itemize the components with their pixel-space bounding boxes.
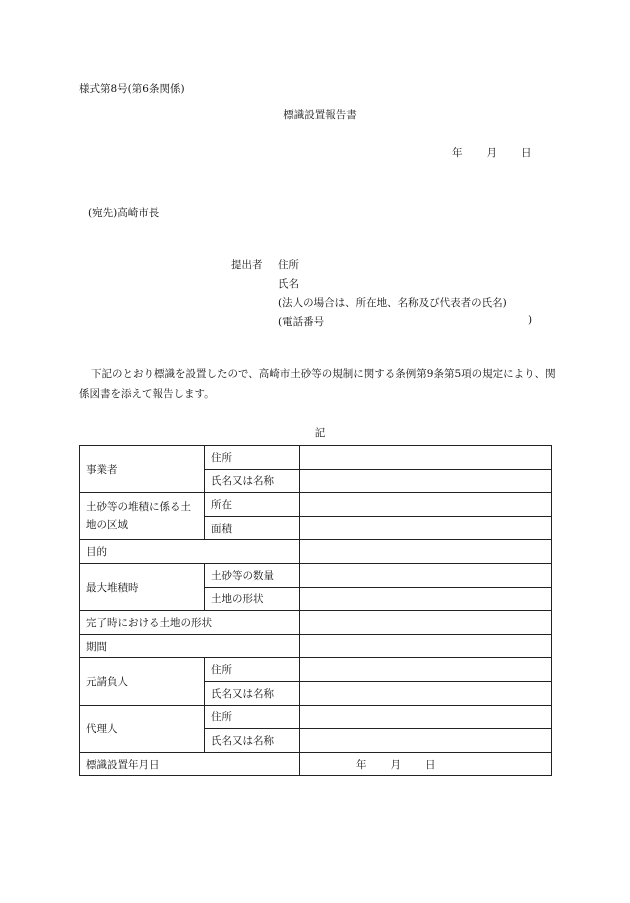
soil-quantity-value[interactable] [300, 563, 552, 587]
prime-contractor-address-value[interactable] [300, 658, 552, 682]
submitter-name-label: 氏名 [278, 278, 299, 290]
submitter-phone-close: ) [528, 314, 533, 326]
max-pile-label: 最大堆積時 [80, 563, 205, 610]
document-title: 標識設置報告書 [283, 109, 357, 121]
body-text [79, 364, 559, 404]
land-area-size-label: 面積 [205, 516, 300, 540]
operator-label: 事業者 [80, 446, 205, 493]
land-area-label: 土砂等の堆積に係る土地の区域 [80, 493, 205, 540]
agent-address-value[interactable] [300, 705, 552, 729]
date-month: 月 [486, 147, 497, 159]
sign-date-value[interactable] [300, 752, 552, 776]
prime-contractor-label: 元請負人 [80, 658, 205, 705]
sign-date-year: 年 [356, 758, 367, 771]
report-date [452, 145, 532, 160]
ki-heading: 記 [314, 427, 326, 439]
land-area-size-value[interactable] [300, 516, 552, 540]
prime-contractor-address-label: 住所 [205, 658, 300, 682]
period-label: 期間 [80, 634, 300, 658]
sign-date-day: 日 [425, 758, 436, 771]
land-shape-label: 土地の形状 [205, 587, 300, 611]
agent-name-label: 氏名又は名称 [205, 729, 300, 753]
operator-name-value[interactable] [300, 469, 552, 493]
submitter-phone-label: (電話番号 [278, 316, 325, 328]
agent-name-value[interactable] [300, 729, 552, 753]
completion-shape-value[interactable] [300, 611, 552, 635]
report-table [79, 445, 552, 776]
land-location-value[interactable] [300, 493, 552, 517]
land-location-label: 所在 [205, 493, 300, 517]
land-shape-value[interactable] [300, 587, 552, 611]
prime-contractor-name-value[interactable] [300, 681, 552, 705]
submitter-address-label: 住所 [278, 259, 299, 271]
operator-name-label: 氏名又は名称 [205, 469, 300, 493]
period-value[interactable] [300, 634, 552, 658]
submitter-label: 提出者 [231, 259, 263, 271]
agent-label: 代理人 [80, 705, 205, 752]
soil-quantity-label: 土砂等の数量 [205, 563, 300, 587]
sign-date-month: 月 [390, 758, 401, 771]
purpose-value[interactable] [300, 540, 552, 564]
submitter-corp-note: (法人の場合は、所在地、名称及び代表者の氏名) [278, 297, 507, 309]
form-id: 様式第8号(第6条関係) [79, 83, 185, 95]
date-day: 日 [521, 147, 532, 159]
addressee: (宛先)高崎市長 [88, 207, 160, 219]
agent-address-label: 住所 [205, 705, 300, 729]
operator-address-label: 住所 [205, 446, 300, 470]
purpose-label: 目的 [80, 540, 300, 564]
completion-shape-label: 完了時における土地の形状 [80, 611, 300, 635]
operator-address-value[interactable] [300, 446, 552, 470]
prime-contractor-name-label: 氏名又は名称 [205, 681, 300, 705]
sign-date-label: 標識設置年月日 [80, 752, 300, 776]
body-text-content: 下記のとおり標識を設置したので、高崎市土砂等の規制に関する条例第9条第5項の規定により、関係図書を添えて報告します。 [79, 368, 556, 400]
date-year: 年 [452, 147, 463, 159]
